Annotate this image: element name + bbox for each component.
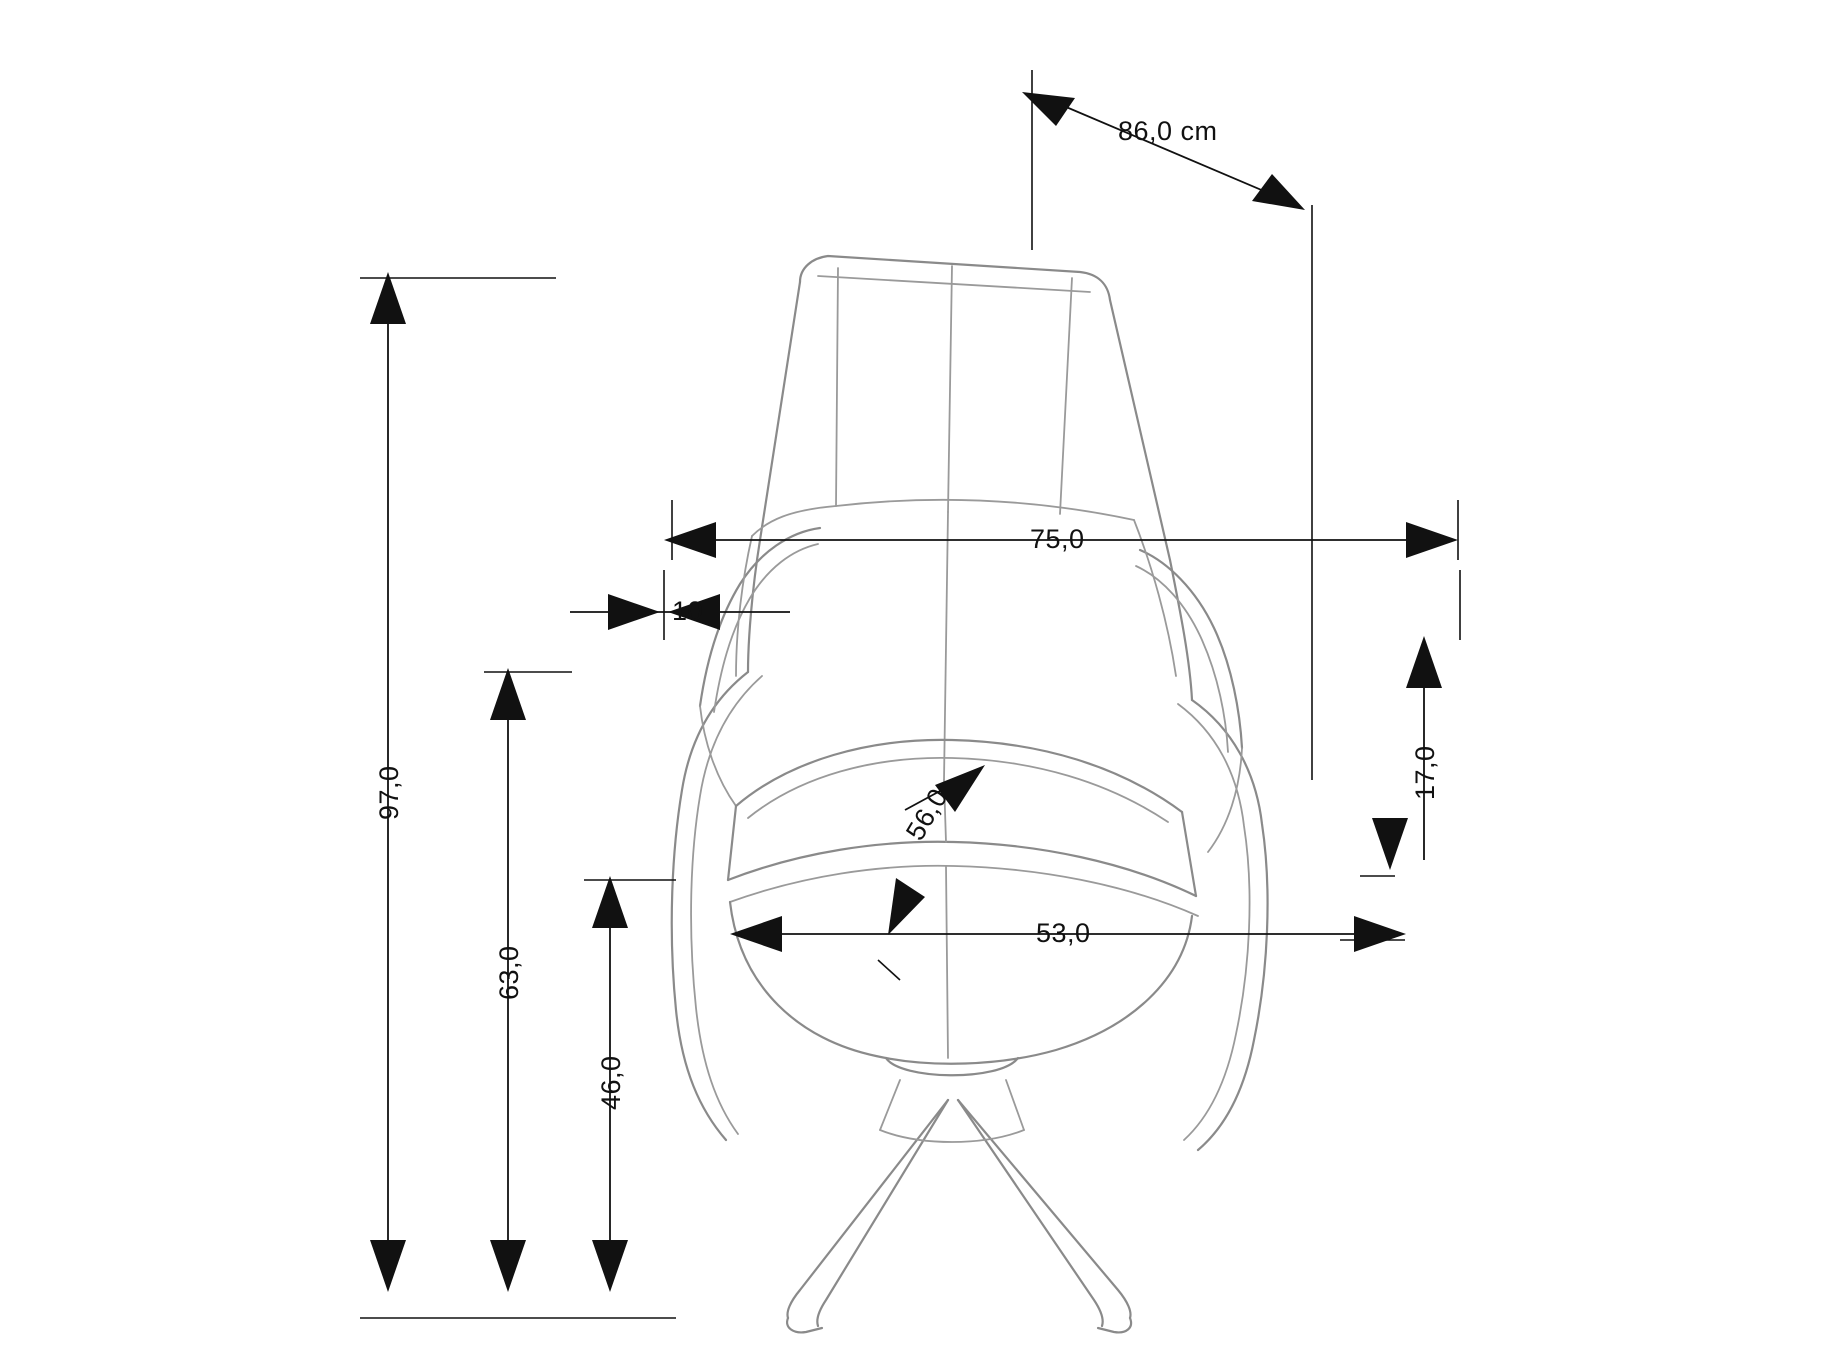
dimension-label-seat-depth: 56,0 <box>900 783 954 846</box>
dimension-label-total-width: 75,0 <box>1030 524 1085 554</box>
dimension-label-armrest-height-right: 17,0 <box>1410 745 1440 800</box>
dimension-label-total-height: 97,0 <box>374 765 404 820</box>
dimension-label-seat-width: 53,0 <box>1036 918 1091 948</box>
dimension-label-depth: 86,0 cm <box>1118 116 1218 146</box>
dimension-label-armrest-height: 63,0 <box>494 945 524 1000</box>
chair-illustration <box>672 256 1268 1332</box>
dimension-label-seat-height: 46,0 <box>596 1055 626 1110</box>
dimension-label-armrest-thickness: 10 <box>672 596 704 626</box>
dimension-lines <box>360 70 1460 1318</box>
